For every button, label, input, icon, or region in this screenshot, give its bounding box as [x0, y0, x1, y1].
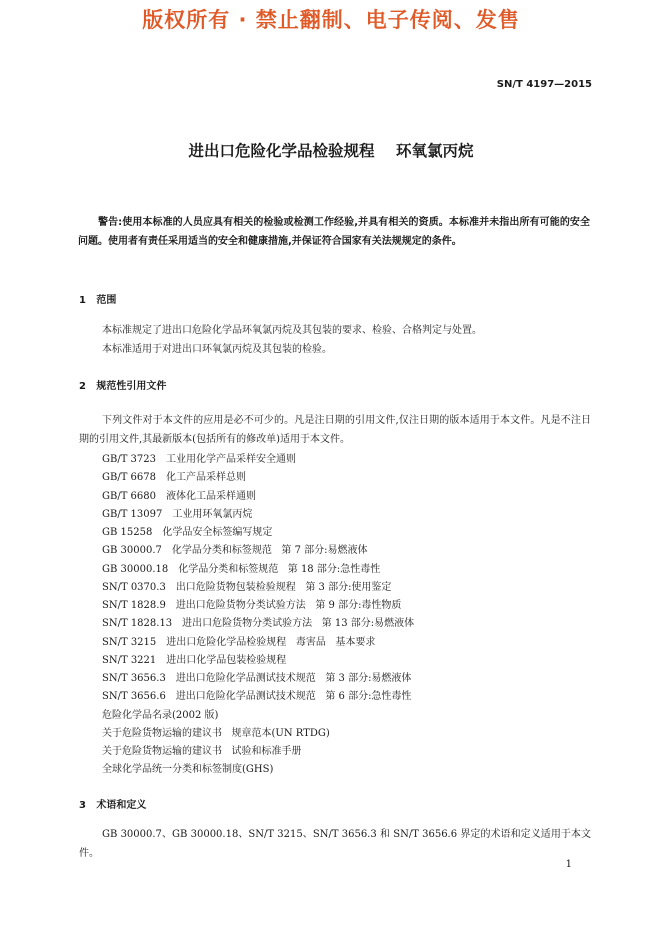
reference-item: GB/T 6678 化工产品采样总则 — [102, 472, 247, 483]
section-1-paragraph-1: 本标准规定了进出口危险化学品环氧氯丙烷及其包装的要求、检验、合格判定与处置。 — [102, 325, 482, 336]
reference-item: SN/T 0370.3 出口危险货物包装检验规程 第 3 部分:使用鉴定 — [102, 582, 392, 593]
reference-item: GB/T 13097 工业用环氧氯丙烷 — [102, 509, 253, 520]
reference-item: GB 30000.7 化学品分类和标签规范 第 7 部分:易燃液体 — [102, 545, 368, 556]
reference-item: GB 30000.18 化学品分类和标签规范 第 18 部分:急性毒性 — [102, 564, 381, 575]
reference-item: SN/T 3221 进出口化学品包装检验规程 — [102, 655, 287, 666]
section-3-heading: 3 术语和定义 — [79, 800, 147, 811]
section-1-heading: 1 范围 — [79, 295, 117, 306]
reference-item: SN/T 3656.3 进出口危险化学品测试技术规范 第 3 部分:易燃液体 — [102, 673, 412, 684]
reference-item: SN/T 3215 进出口危险化学品检验规程 毒害品 基本要求 — [102, 637, 376, 648]
document-title: 进出口危险化学品检验规程 环氧氯丙烷 — [188, 142, 474, 160]
reference-item: SN/T 1828.9 进出口危险货物分类试验方法 第 9 部分:毒性物质 — [102, 600, 402, 611]
page-number: 1 — [565, 859, 572, 870]
section-2-intro: 下列文件对于本文件的应用是必不可少的。凡是注日期的引用文件,仅注日期的版本适用于本文件。凡是不注日期的引用文件,其最新版本(包括所有的修改单)适用于本文件。 — [79, 415, 591, 445]
reference-item: SN/T 3656.6 进出口危险化学品测试技术规范 第 6 部分:急性毒性 — [102, 691, 412, 702]
section-3-paragraph: GB 30000.7、GB 30000.18、SN/T 3215、SN/T 3656.3 和 SN/T 3656.6 界定的术语和定义适用于本文件。 — [79, 829, 591, 859]
warning-paragraph: 警告:使用本标准的人员应具有相关的检验或检测工作经验,并具有相关的资质。本标准并未指出所有可能的安全问题。使用者有责任采用适当的安全和健康措施,并保证符合国家有关法规规定的条件。 — [78, 217, 590, 247]
section-2-heading: 2 规范性引用文件 — [79, 381, 167, 392]
reference-item-extra: 关于危险货物运输的建议书 试验和标准手册 — [102, 746, 302, 757]
section-1-paragraph-2: 本标准适用于对进出口环氧氯丙烷及其包装的检验。 — [102, 344, 332, 355]
standard-number: SN/T 4197—2015 — [496, 79, 592, 90]
reference-item-extra: 全球化学品统一分类和标签制度(GHS) — [102, 764, 274, 775]
copyright-banner: 版权所有 · 禁止翻制、电子传阅、发售 — [142, 8, 520, 32]
reference-item: GB/T 3723 工业用化学产品采样安全通则 — [102, 454, 297, 465]
reference-item: SN/T 1828.13 进出口危险货物分类试验方法 第 13 部分:易燃液体 — [102, 618, 415, 629]
reference-item-extra: 关于危险货物运输的建议书 规章范本(UN RTDG) — [102, 728, 330, 739]
reference-item: GB/T 6680 液体化工品采样通则 — [102, 491, 257, 502]
reference-item: GB 15258 化学品安全标签编写规定 — [102, 527, 273, 538]
reference-item-extra: 危险化学品名录(2002 版) — [102, 710, 219, 721]
